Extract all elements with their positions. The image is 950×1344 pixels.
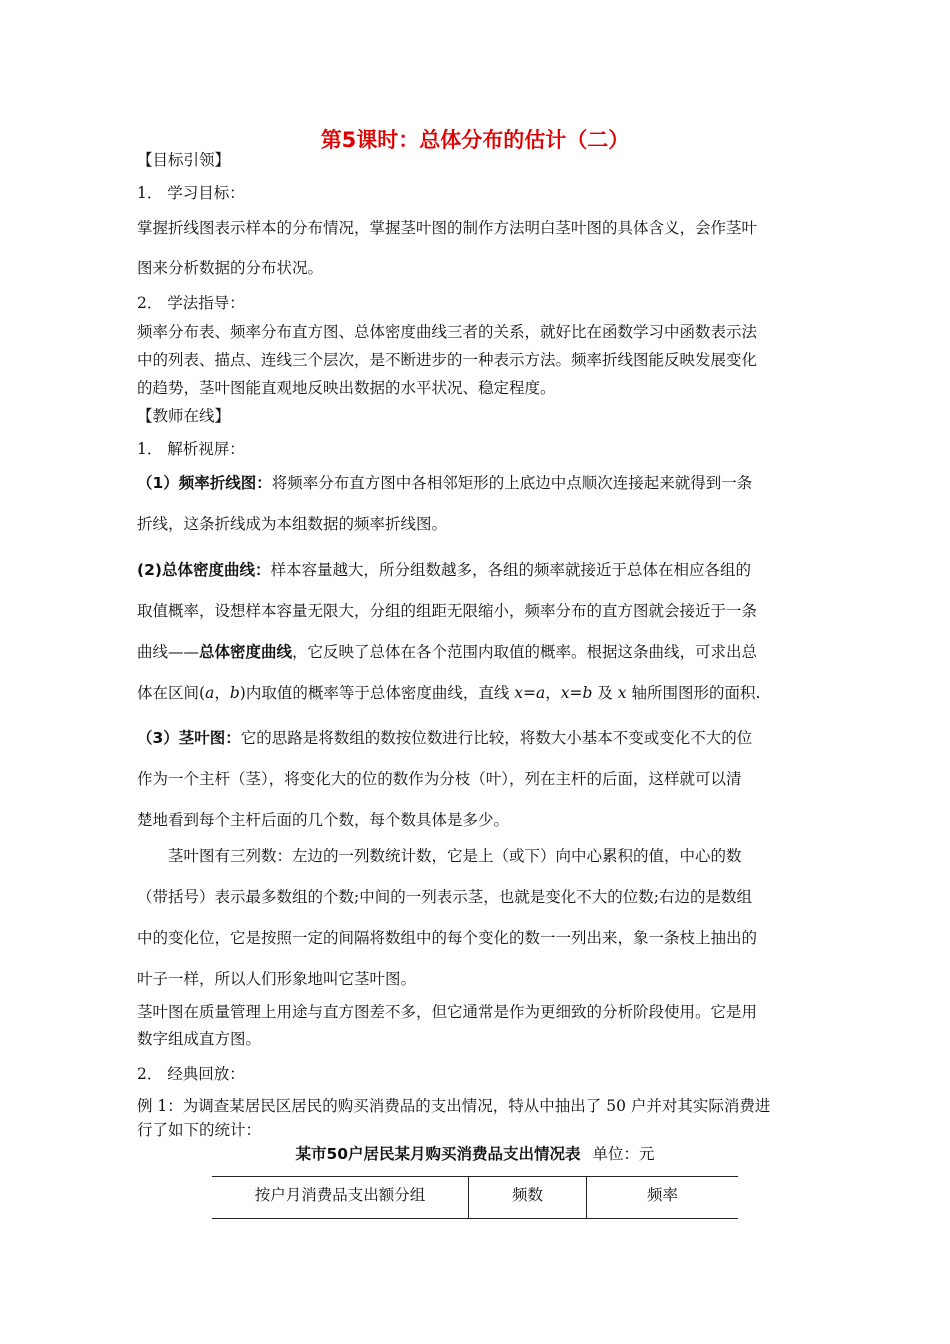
- para-2-line-4: [137, 683, 827, 703]
- goal-2-heading: 2． 学法指导：: [137, 294, 245, 312]
- goal-2-line-1: 频率分布表、频率分布直方图、总体密度曲线三者的关系，就好比在函数学习中函数表示法: [137, 323, 758, 341]
- para-3-label: （3）茎叶图：: [137, 729, 241, 747]
- para-2-line-4-d: ，: [545, 684, 561, 702]
- goal-1-line-1: 掌握折线图表示样本的分布情况，掌握茎叶图的制作方法明白茎叶图的具体含义，会作茎叶: [137, 219, 758, 237]
- section-header-goals: 【目标引领】: [137, 151, 231, 169]
- para-3-line-1: [137, 728, 827, 748]
- para-2-term: 总体密度曲线: [199, 643, 293, 661]
- para-2-line-4-c: )内取值的概率等于总体密度曲线，直线: [239, 684, 515, 702]
- page-title: 第5课时：总体分布的估计（二）: [320, 128, 630, 152]
- para-1-text: 将频率分布直方图中各相邻矩形的上底边中点顺次连接起来就得到一条: [271, 474, 753, 492]
- para-2-line-1: [137, 560, 827, 580]
- table-header-group: 按户月消费品支出额分组: [212, 1177, 469, 1219]
- para-4-line-3: 中的变化位，它是按照一定的间隔将数组中的每个变化的数一一列出来，象一条枝上抽出的: [137, 929, 758, 947]
- para-1-label: （1）频率折线图：: [137, 474, 272, 492]
- analysis-heading: 1． 解析视屏：: [137, 440, 245, 458]
- var-x: x: [617, 684, 627, 702]
- example-1-line-1: 例 1：为调查某居民区居民的购买消费品的支出情况，特从中抽出了 50 户并对其实际消费进: [137, 1097, 771, 1115]
- section-header-teacher: 【教师在线】: [137, 407, 231, 425]
- para-2-line-3-c: ，它反映了总体在各个范围内取值的概率。根据这条曲线，可求出总: [292, 643, 758, 661]
- para-4-line-4: 叶子一样，所以人们形象地叫它茎叶图。: [137, 970, 417, 988]
- para-1-line-1: [137, 473, 827, 493]
- table-title: 某市50户居民某月购买消费品支出情况表: [295, 1145, 581, 1163]
- para-3-text: 它的思路是将数组的数按位数进行比较，将数大小基本不变或变化不大的位: [240, 729, 753, 747]
- eq-x-b: x=b: [560, 684, 593, 702]
- para-2-line-3-a: 曲线——: [137, 643, 200, 661]
- para-1-line-2: 折线，这条折线成为本组数据的频率折线图。: [137, 515, 448, 533]
- para-2-line-4-f: 轴所围图形的面积.: [626, 684, 761, 702]
- para-5-line-1: 茎叶图在质量管理上用途与直方图差不多，但它通常是作为更细致的分析阶段使用。它是用: [137, 1003, 758, 1021]
- review-heading: 2． 经典回放：: [137, 1065, 245, 1083]
- goal-1-heading: 1． 学习目标：: [137, 184, 245, 202]
- goal-1-line-2: 图来分析数据的分布状况。: [137, 259, 324, 277]
- para-2-line-3: [137, 642, 827, 662]
- para-2-line-4-e: 及: [592, 684, 618, 702]
- eq-x-a: x=a: [514, 684, 546, 702]
- para-2-line-4-a: 体在区间(: [137, 684, 206, 702]
- var-b: b: [229, 684, 240, 702]
- goal-2-line-2: 中的列表、描点、连线三个层次，是不断进步的一种表示方法。频率折线图能反映发展变化: [137, 351, 758, 369]
- table-header-frequency-count: 频数: [469, 1177, 587, 1219]
- table-caption: [0, 1142, 950, 1164]
- example-1-line-2: 行了如下的统计：: [137, 1121, 262, 1139]
- para-2-label: (2)总体密度曲线：: [137, 561, 271, 579]
- para-4-line-2: （带括号）表示最多数组的个数;中间的一列表示茎，也就是变化不大的位数;右边的是数组: [137, 888, 752, 906]
- para-2-line-2: 取值概率，设想样本容量无限大，分组的组距无限缩小，频率分布的直方图就会接近于一条: [137, 602, 758, 620]
- expenditure-table: [212, 1176, 738, 1219]
- table-header-row: [212, 1177, 738, 1219]
- table-header-frequency-rate: 频率: [587, 1177, 739, 1219]
- para-3-line-3: 楚地看到每个主杆后面的几个数，每个数具体是多少。: [137, 811, 510, 829]
- table-unit: 单位：元: [592, 1145, 655, 1163]
- para-3-line-2: 作为一个主杆（茎），将变化大的位的数作为分枝（叶），列在主杆的后面，这样就可以清: [137, 770, 742, 788]
- para-5-line-2: 数字组成直方图。: [137, 1030, 262, 1048]
- goal-2-line-3: 的趋势，茎叶图能直观地反映出数据的水平状况、稳定程度。: [137, 379, 556, 397]
- var-a: a: [205, 684, 215, 702]
- para-2-line-4-b: ，: [214, 684, 230, 702]
- para-4-line-1: 茎叶图有三列数：左边的一列数统计数，它是上（或下）向中心累积的值，中心的数: [168, 847, 742, 865]
- para-2-text: 样本容量越大，所分组数越多，各组的频率就接近于总体在相应各组的: [270, 561, 751, 579]
